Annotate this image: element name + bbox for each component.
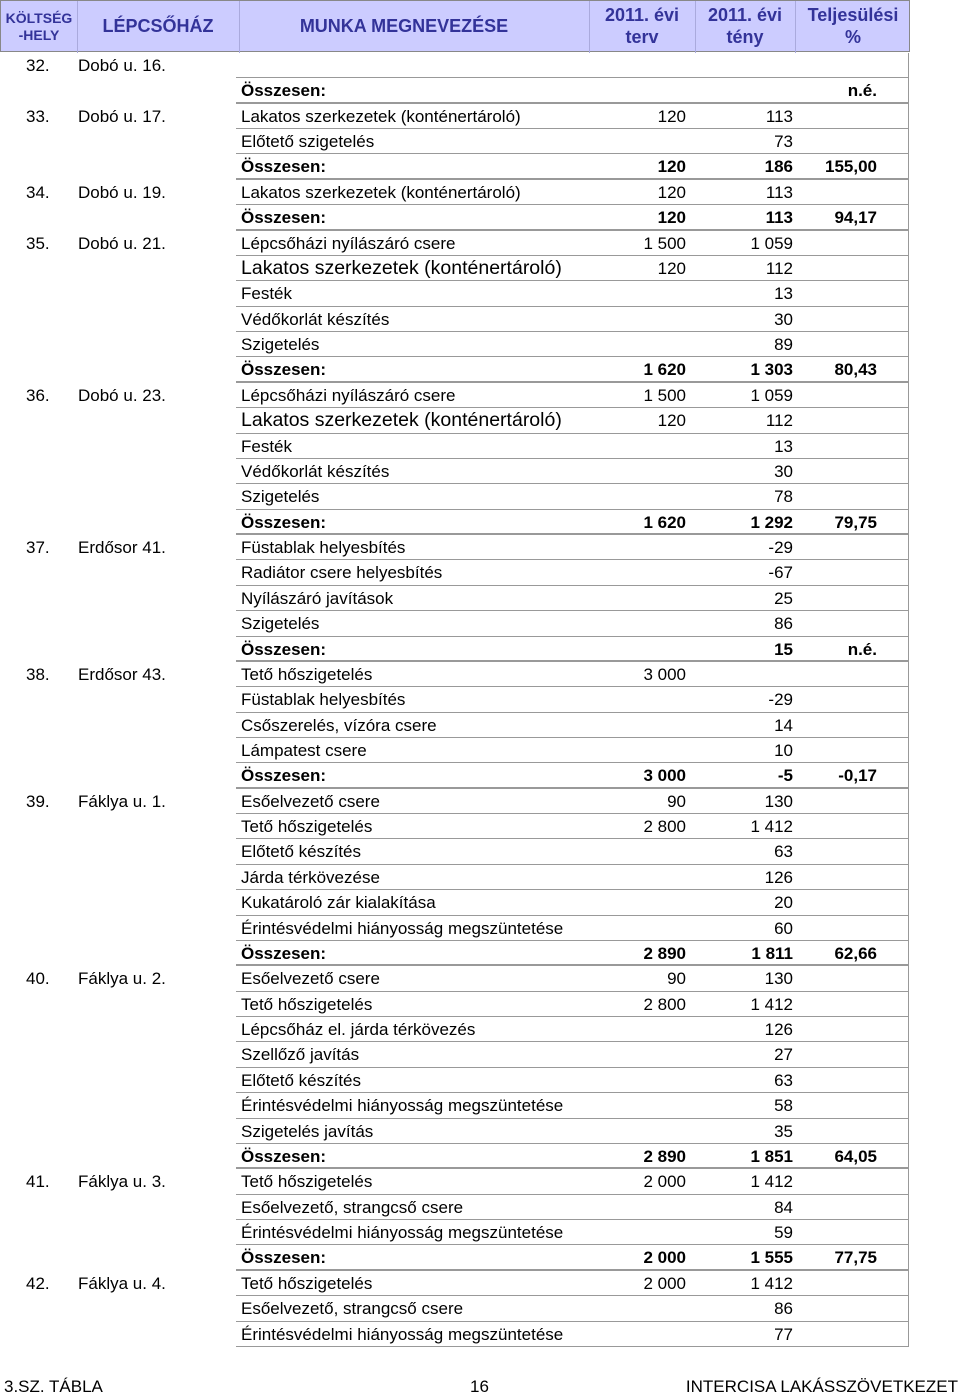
row-actual-value: 14 bbox=[774, 715, 793, 735]
table-row bbox=[0, 484, 910, 509]
table-row-total bbox=[0, 510, 910, 535]
table-row bbox=[0, 408, 910, 433]
row-number: 33. bbox=[26, 106, 50, 126]
table-row bbox=[0, 586, 910, 611]
table-row-total bbox=[0, 205, 910, 230]
table-row-total bbox=[0, 357, 910, 382]
table-row bbox=[0, 1296, 910, 1321]
row-actual-value: 13 bbox=[774, 284, 793, 304]
row-number: 37. bbox=[26, 538, 50, 558]
table-row-total bbox=[0, 637, 910, 662]
row-address: Fáklya u. 4. bbox=[78, 1273, 166, 1293]
table-row bbox=[0, 992, 910, 1017]
row-address: Dobó u. 23. bbox=[78, 385, 166, 405]
row-work-name: Szigetelés bbox=[241, 335, 320, 355]
row-plan-value: 2 890 bbox=[643, 1146, 686, 1166]
row-actual-value: 1 811 bbox=[751, 943, 793, 963]
row-actual-value: 113 bbox=[765, 106, 793, 126]
row-work-name: Esőelvezető csere bbox=[241, 791, 380, 811]
table-row bbox=[0, 1220, 910, 1245]
table-row bbox=[0, 611, 910, 636]
header-koltseghely-line2: -HELY bbox=[18, 27, 60, 43]
row-actual-value: 30 bbox=[774, 309, 793, 329]
row-work-name: Tető hőszigetelés bbox=[241, 817, 373, 837]
row-plan-value: 1 620 bbox=[643, 360, 686, 380]
row-actual-value: 86 bbox=[774, 1299, 793, 1319]
row-actual-value: -5 bbox=[777, 766, 793, 786]
table-row bbox=[0, 1195, 910, 1220]
header-munka: MUNKA MEGNEVEZÉSE bbox=[299, 16, 509, 37]
header-terv-line1: 2011. évi bbox=[604, 5, 680, 26]
row-percentage: n.é. bbox=[847, 81, 877, 101]
row-actual-value: 25 bbox=[774, 588, 793, 608]
row-work-name: Tető hőszigetelés bbox=[241, 994, 373, 1014]
row-percentage: -0,17 bbox=[838, 766, 877, 786]
row-number: 32. bbox=[26, 56, 50, 75]
row-actual-value: 1 555 bbox=[750, 1248, 793, 1268]
row-plan-value: 120 bbox=[657, 411, 686, 431]
row-work-name: Kukatároló zár kialakítása bbox=[241, 893, 436, 913]
header-teljesulesi bbox=[795, 1, 911, 53]
row-actual-value: 1 851 bbox=[750, 1146, 793, 1166]
row-plan-value: 2 890 bbox=[643, 943, 686, 963]
table-row bbox=[0, 1322, 910, 1347]
row-plan-value: 2 000 bbox=[643, 1172, 686, 1192]
row-address: Fáklya u. 1. bbox=[78, 791, 166, 811]
row-actual-value: 1 412 bbox=[750, 1273, 793, 1293]
row-actual-value: 59 bbox=[774, 1223, 793, 1243]
header-teljesulesi-line1: Teljesülési bbox=[807, 5, 899, 26]
table-row bbox=[0, 1017, 910, 1042]
row-work-name: Összesen: bbox=[241, 157, 327, 177]
row-work-name: Tető hőszigetelés bbox=[241, 664, 373, 684]
row-work-name: Érintésvédelmi hiányosság megszüntetése bbox=[241, 1324, 564, 1344]
row-number: 42. bbox=[26, 1273, 50, 1293]
right-border bbox=[908, 53, 909, 1347]
table-row bbox=[0, 687, 910, 712]
table-row bbox=[0, 1093, 910, 1118]
row-percentage: n.é. bbox=[847, 639, 877, 659]
row-percentage: 77,75 bbox=[834, 1248, 877, 1268]
row-work-name: Festék bbox=[241, 284, 293, 304]
row-separator bbox=[236, 1346, 909, 1347]
table-row bbox=[0, 180, 910, 205]
row-plan-value: 90 bbox=[667, 791, 686, 811]
row-plan-value: 120 bbox=[657, 182, 686, 202]
row-percentage: 94,17 bbox=[834, 208, 877, 228]
table-row bbox=[0, 966, 910, 991]
row-work-name: Összesen: bbox=[241, 943, 327, 963]
row-work-name: Szigetelés bbox=[241, 614, 320, 634]
footer-organization: INTERCISA LAKÁSSZÖVETKEZET bbox=[685, 1377, 958, 1396]
table-row bbox=[0, 231, 910, 256]
table-row-total bbox=[0, 941, 910, 966]
row-work-name: Csőszerelés, vízóra csere bbox=[241, 715, 437, 735]
row-work-name: Előtető készítés bbox=[241, 1070, 362, 1090]
table-row bbox=[0, 307, 910, 332]
table-row bbox=[0, 256, 910, 281]
row-plan-value: 3 000 bbox=[643, 766, 686, 786]
row-percentage: 64,05 bbox=[834, 1146, 877, 1166]
table-row bbox=[0, 890, 910, 915]
table-row bbox=[0, 1119, 910, 1144]
row-percentage: 62,66 bbox=[834, 943, 877, 963]
row-actual-value: -29 bbox=[768, 538, 793, 558]
row-actual-value: 112 bbox=[765, 258, 793, 278]
row-actual-value: 126 bbox=[764, 1020, 793, 1040]
row-number: 40. bbox=[26, 969, 50, 989]
row-work-name: Lakatos szerkezetek (konténertároló) bbox=[241, 182, 521, 202]
row-percentage: 80,43 bbox=[834, 360, 877, 380]
table-row bbox=[0, 865, 910, 890]
row-actual-value: 86 bbox=[774, 614, 793, 634]
row-actual-value: 15 bbox=[774, 639, 793, 659]
table-row bbox=[0, 459, 910, 484]
row-work-name: Előtető szigetelés bbox=[241, 132, 375, 152]
row-actual-value: 73 bbox=[774, 132, 793, 152]
footer-page-number: 16 bbox=[470, 1377, 489, 1396]
row-work-name: Lakatos szerkezetek (konténertároló) bbox=[241, 106, 521, 126]
table-row bbox=[0, 383, 910, 408]
row-actual-value: 1 059 bbox=[750, 233, 793, 253]
row-work-name: Lámpatest csere bbox=[241, 740, 367, 760]
row-actual-value: 27 bbox=[774, 1045, 793, 1065]
header-koltseghely bbox=[1, 1, 77, 53]
row-work-name: Esőelvezető csere bbox=[241, 969, 380, 989]
table-row bbox=[0, 104, 910, 129]
row-work-name: Nyílászáró javítások bbox=[241, 588, 394, 608]
header-koltseghely-line1: KÖLTSÉG bbox=[5, 10, 73, 27]
row-plan-value: 120 bbox=[657, 208, 686, 228]
row-plan-value: 120 bbox=[657, 157, 686, 177]
row-work-name: Lépcsőház el. járda térkövezés bbox=[241, 1020, 476, 1040]
row-actual-value: 1 303 bbox=[750, 360, 793, 380]
row-actual-value: 35 bbox=[774, 1121, 793, 1141]
table-row bbox=[0, 129, 910, 154]
table-header bbox=[0, 0, 910, 52]
row-work-name: Esőelvezető, strangcső csere bbox=[241, 1299, 464, 1319]
table-row-total bbox=[0, 154, 910, 179]
row-plan-value: 1 620 bbox=[643, 512, 686, 532]
row-actual-value: 89 bbox=[774, 335, 793, 355]
row-address: Fáklya u. 2. bbox=[78, 969, 166, 989]
table-row bbox=[0, 53, 910, 78]
row-work-name: Tető hőszigetelés bbox=[241, 1273, 373, 1293]
row-work-name: Védőkorlát készítés bbox=[241, 309, 390, 329]
table-row-total bbox=[0, 763, 910, 788]
row-number: 41. bbox=[26, 1172, 50, 1192]
row-address: Dobó u. 17. bbox=[78, 106, 166, 126]
row-work-name: Érintésvédelmi hiányosság megszüntetése bbox=[241, 1096, 564, 1116]
table-row bbox=[0, 916, 910, 941]
row-actual-value: 130 bbox=[764, 791, 793, 811]
table-row bbox=[0, 560, 910, 585]
row-work-name: Járda térkövezése bbox=[241, 867, 380, 887]
row-work-name: Összesen: bbox=[241, 766, 327, 786]
row-work-name: Összesen: bbox=[241, 208, 327, 228]
table-row bbox=[0, 281, 910, 306]
footer-table-id: 3.SZ. TÁBLA bbox=[4, 1377, 103, 1396]
row-actual-value: 126 bbox=[764, 867, 793, 887]
row-work-name: Összesen: bbox=[241, 1146, 327, 1166]
row-work-name: Szigetelés javítás bbox=[241, 1121, 374, 1141]
row-work-name: Tető hőszigetelés bbox=[241, 1172, 373, 1192]
header-teny-line2: tény bbox=[726, 27, 764, 47]
table-row bbox=[0, 789, 910, 814]
row-number: 38. bbox=[26, 664, 50, 684]
header-lepcsohaz: LÉPCSŐHÁZ bbox=[102, 16, 214, 37]
table-row bbox=[0, 1068, 910, 1093]
row-work-name: Lépcsőházi nyílászáró csere bbox=[241, 385, 456, 405]
header-teljesulesi-line2: % bbox=[844, 27, 861, 47]
row-plan-value: 1 500 bbox=[643, 233, 686, 253]
row-actual-value: 84 bbox=[774, 1197, 793, 1217]
row-plan-value: 120 bbox=[657, 106, 686, 126]
row-address: Erdősor 41. bbox=[78, 538, 166, 558]
row-work-name: Érintésvédelmi hiányosság megszüntetése bbox=[241, 1223, 564, 1243]
row-actual-value: 1 059 bbox=[750, 385, 793, 405]
row-address: Dobó u. 19. bbox=[78, 182, 166, 202]
row-actual-value: 60 bbox=[774, 918, 793, 938]
row-work-name: Összesen: bbox=[241, 639, 327, 659]
row-work-name: Füstablak helyesbítés bbox=[241, 538, 406, 558]
row-plan-value: 2 000 bbox=[643, 1248, 686, 1268]
row-plan-value: 2 800 bbox=[643, 994, 686, 1014]
row-work-name: Előtető készítés bbox=[241, 842, 362, 862]
row-work-name: Szigetelés bbox=[241, 487, 320, 507]
row-actual-value: 1 292 bbox=[750, 512, 793, 532]
table-row bbox=[0, 535, 910, 560]
row-number: 34. bbox=[26, 182, 50, 202]
row-actual-value: 112 bbox=[765, 411, 793, 431]
row-actual-value: 10 bbox=[774, 740, 793, 760]
row-work-name: Lakatos szerkezetek (konténertároló) bbox=[241, 256, 562, 279]
header-terv bbox=[589, 1, 695, 53]
table-row bbox=[0, 434, 910, 459]
table-row bbox=[0, 814, 910, 839]
table-row-total bbox=[0, 1144, 910, 1169]
table-row bbox=[0, 332, 910, 357]
row-plan-value: 3 000 bbox=[643, 664, 686, 684]
row-work-name: Összesen: bbox=[241, 512, 327, 532]
row-work-name: Érintésvédelmi hiányosság megszüntetése bbox=[241, 918, 564, 938]
row-work-name: Összesen: bbox=[241, 1248, 327, 1268]
header-teny bbox=[695, 1, 795, 53]
row-work-name: Szellőző javítás bbox=[241, 1045, 360, 1065]
row-address: Dobó u. 21. bbox=[78, 233, 166, 253]
table-row bbox=[0, 839, 910, 864]
row-actual-value: -67 bbox=[768, 563, 793, 583]
row-actual-value: 58 bbox=[774, 1096, 793, 1116]
table-row bbox=[0, 662, 910, 687]
row-work-name: Esőelvezető, strangcső csere bbox=[241, 1197, 464, 1217]
row-work-name: Festék bbox=[241, 436, 293, 456]
row-percentage: 79,75 bbox=[834, 512, 877, 532]
table-row-total bbox=[0, 78, 910, 103]
row-actual-value: -29 bbox=[768, 690, 793, 710]
row-actual-value: 30 bbox=[774, 461, 793, 481]
row-plan-value: 2 800 bbox=[643, 817, 686, 837]
row-plan-value: 90 bbox=[667, 969, 686, 989]
row-actual-value: 20 bbox=[774, 893, 793, 913]
table-row bbox=[0, 1169, 910, 1194]
row-actual-value: 1 412 bbox=[750, 817, 793, 837]
row-plan-value: 1 500 bbox=[643, 385, 686, 405]
row-work-name: Összesen: bbox=[241, 81, 327, 101]
row-work-name: Összesen: bbox=[241, 360, 327, 380]
row-number: 36. bbox=[26, 385, 50, 405]
row-actual-value: 13 bbox=[774, 436, 793, 456]
row-actual-value: 113 bbox=[765, 208, 793, 228]
row-actual-value: 186 bbox=[764, 157, 793, 177]
row-plan-value: 120 bbox=[657, 258, 686, 278]
table-row bbox=[0, 713, 910, 738]
table-row-total bbox=[0, 1245, 910, 1270]
row-address: Erdősor 43. bbox=[78, 664, 166, 684]
table-row bbox=[0, 738, 910, 763]
row-work-name: Lépcsőházi nyílászáró csere bbox=[241, 233, 456, 253]
row-actual-value: 113 bbox=[765, 182, 793, 202]
row-plan-value: 2 000 bbox=[643, 1273, 686, 1293]
row-work-name: Radiátor csere helyesbítés bbox=[241, 563, 443, 583]
row-actual-value: 63 bbox=[774, 1070, 793, 1090]
row-percentage: 155,00 bbox=[825, 157, 877, 177]
row-address: Fáklya u. 3. bbox=[78, 1172, 166, 1192]
row-work-name: Füstablak helyesbítés bbox=[241, 690, 406, 710]
table-row bbox=[0, 1271, 910, 1296]
row-address: Dobó u. 16. bbox=[78, 56, 166, 75]
row-work-name: Lakatos szerkezetek (konténertároló) bbox=[241, 409, 562, 432]
row-actual-value: 130 bbox=[764, 969, 793, 989]
row-number: 35. bbox=[26, 233, 50, 253]
row-actual-value: 63 bbox=[774, 842, 793, 862]
header-terv-line2: terv bbox=[625, 27, 659, 47]
row-actual-value: 77 bbox=[774, 1324, 793, 1344]
row-actual-value: 78 bbox=[774, 487, 793, 507]
row-number: 39. bbox=[26, 791, 50, 811]
header-teny-line1: 2011. évi bbox=[707, 5, 783, 26]
row-actual-value: 1 412 bbox=[750, 994, 793, 1014]
row-actual-value: 1 412 bbox=[750, 1172, 793, 1192]
table-row bbox=[0, 1042, 910, 1067]
row-work-name: Védőkorlát készítés bbox=[241, 461, 390, 481]
